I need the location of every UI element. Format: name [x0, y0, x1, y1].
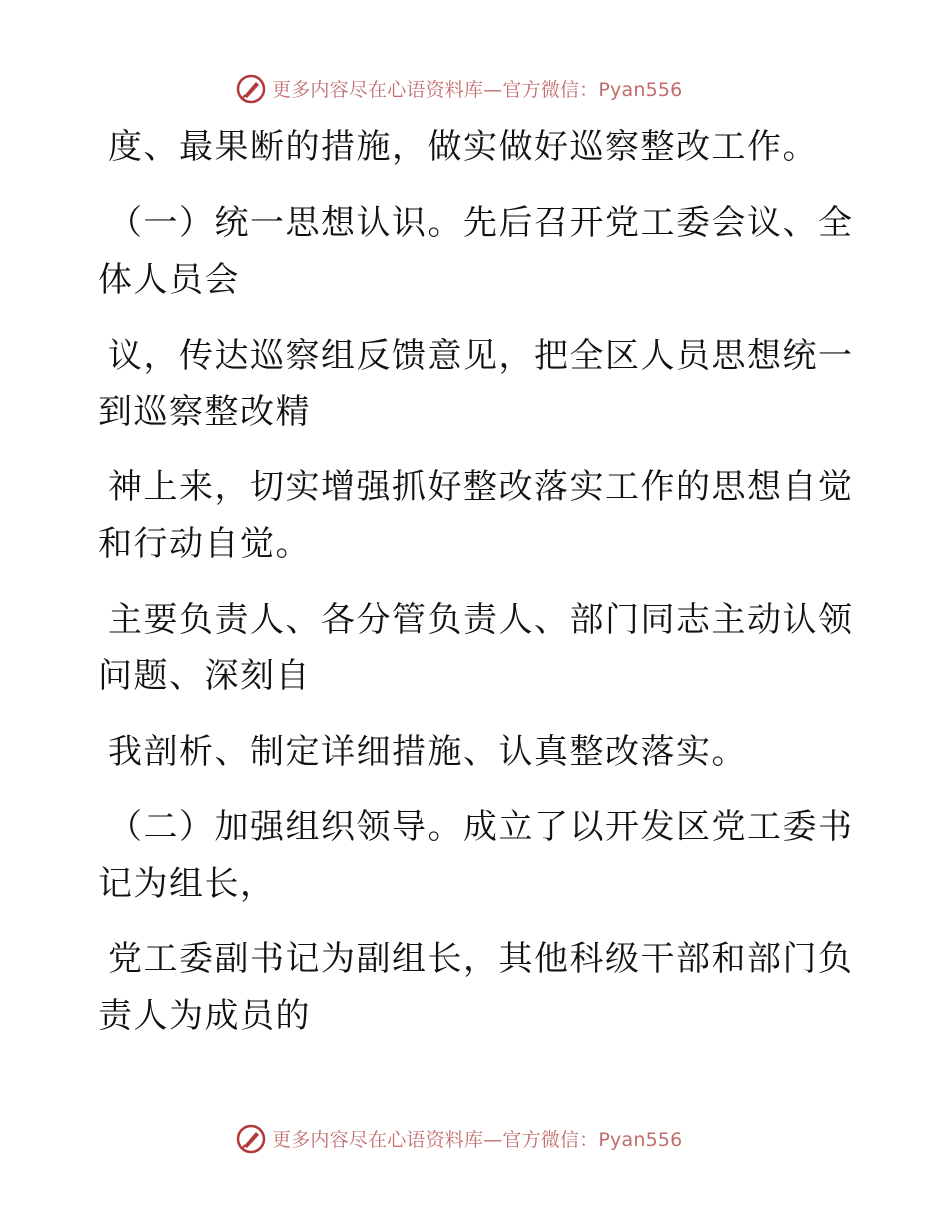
- body-line: 问题、深刻自: [98, 656, 311, 696]
- body-line: 责人为成员的: [98, 996, 311, 1036]
- body-line: 神上来，切实增强抓好整改落实工作的思想自觉: [108, 467, 854, 507]
- body-line: 我剖析、制定详细措施、认真整改落实。: [108, 732, 747, 772]
- body-line: 度、最果断的措施，做实做好巡察整改工作。: [108, 127, 818, 167]
- quill-logo-icon: [236, 74, 266, 104]
- body-line: （二）加强组织领导。成立了以开发区党工委书: [108, 807, 854, 847]
- body-line: 议，传达巡察组反馈意见，把全区人员思想统一: [108, 336, 854, 376]
- header-watermark: [0, 70, 950, 110]
- footer-watermark: [0, 1120, 950, 1160]
- watermark-text: 更多内容尽在心语资料库—官方微信：Pyan556: [272, 79, 683, 101]
- body-line: 主要负责人、各分管负责人、部门同志主动认领: [108, 600, 854, 640]
- body-line: 和行动自觉。: [98, 524, 311, 564]
- body-line: （一）统一思想认识。先后召开党工委会议、全: [108, 203, 854, 243]
- body-line: 体人员会: [98, 260, 240, 300]
- body-line: 记为组长，: [98, 864, 276, 904]
- quill-logo-icon: [236, 1124, 266, 1154]
- body-line: 党工委副书记为副组长，其他科级干部和部门负: [108, 939, 854, 979]
- body-line: 到巡察整改精: [98, 392, 311, 432]
- watermark-text: 更多内容尽在心语资料库—官方微信：Pyan556: [272, 1129, 683, 1151]
